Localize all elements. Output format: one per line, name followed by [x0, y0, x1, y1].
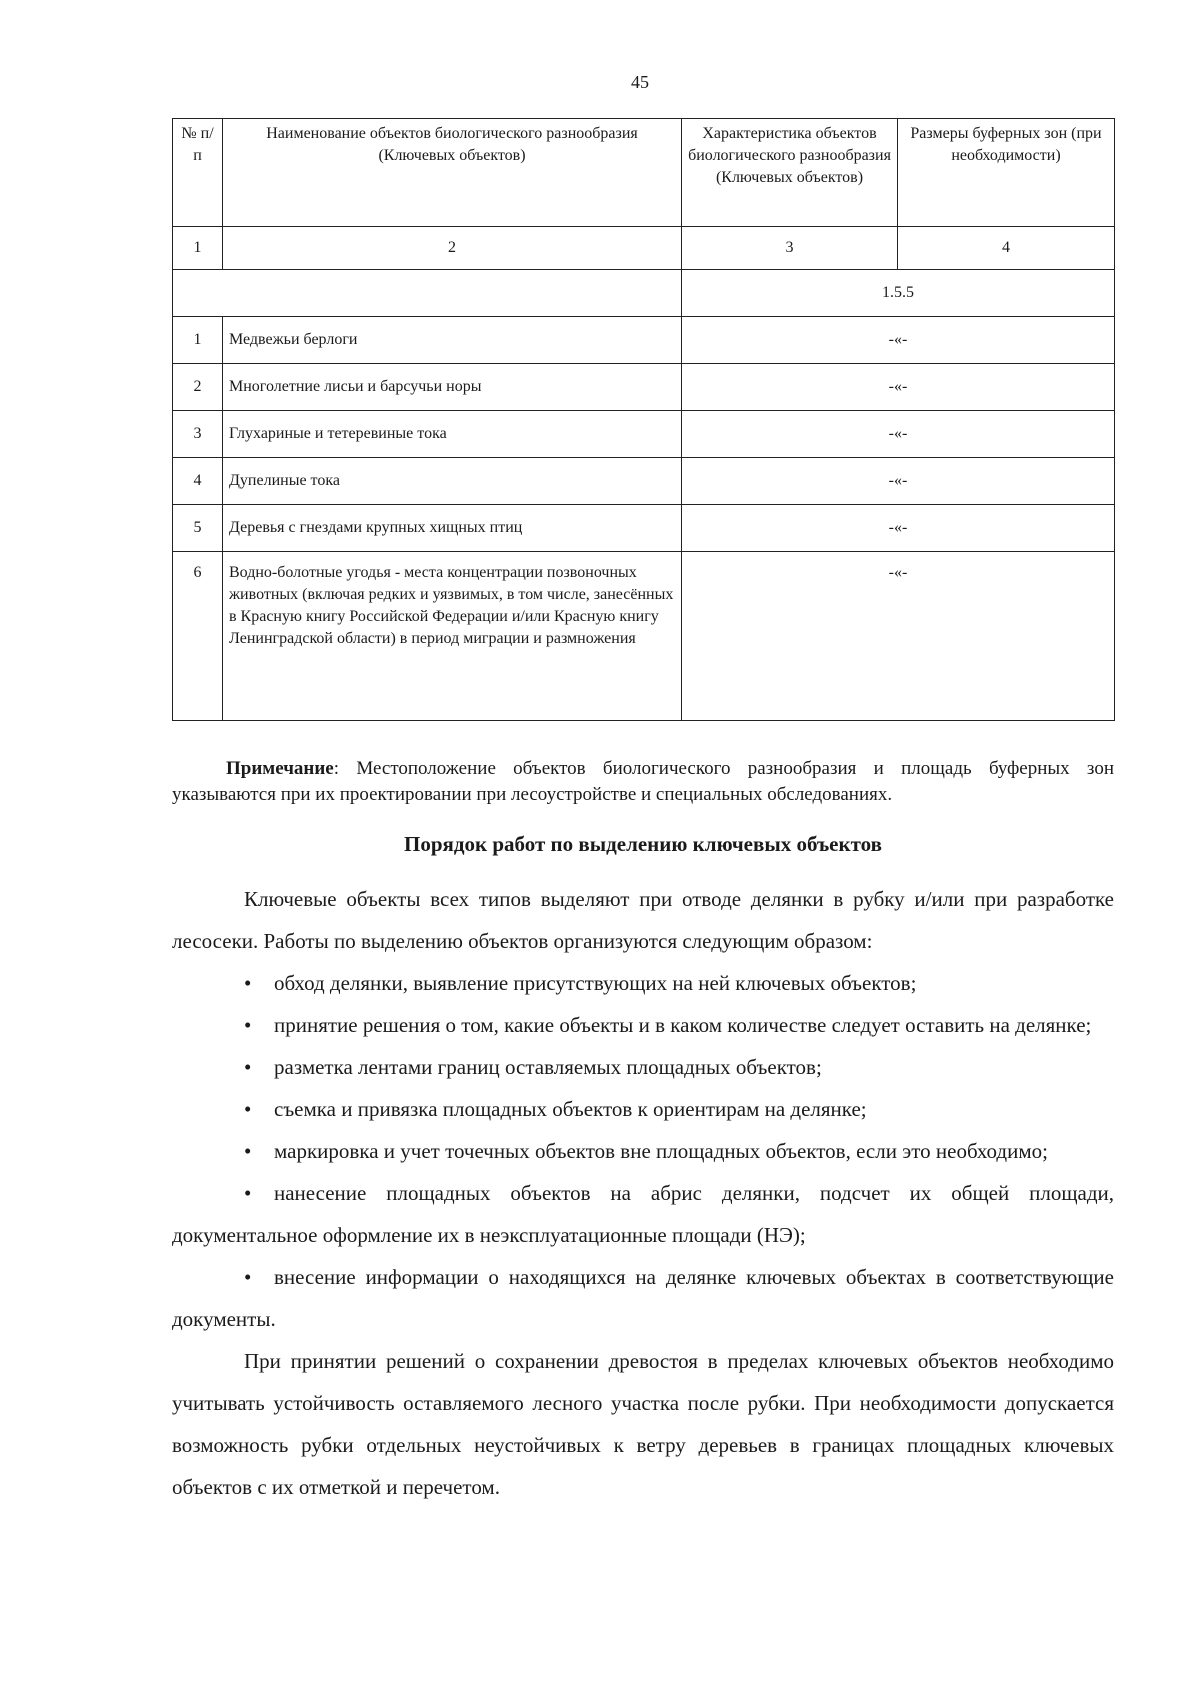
- column-number: 1: [173, 227, 223, 270]
- list-item-text: маркировка и учет точечных объектов вне площадных объектов, если это необходимо;: [274, 1139, 1048, 1163]
- bullet-icon: •: [244, 971, 252, 995]
- section-empty-cell: [173, 270, 682, 317]
- row-number: 2: [173, 364, 223, 411]
- list-item: [172, 1088, 1114, 1130]
- list-item-text: внесение информации о находящихся на делянке ключевых объектах в соответствующие документы.: [172, 1265, 1114, 1331]
- row-value: -«-: [682, 317, 1115, 364]
- row-name: Дупелиные тока: [223, 458, 682, 505]
- header-buffer-size: Размеры буферных зон (при необходимости): [898, 119, 1115, 227]
- biodiversity-objects-table: [172, 118, 1115, 721]
- row-value: -«-: [682, 552, 1115, 721]
- page-number: 45: [631, 72, 649, 92]
- row-name: Деревья с гнездами крупных хищных птиц: [223, 505, 682, 552]
- list-item: [172, 1130, 1114, 1172]
- row-value: -«-: [682, 364, 1115, 411]
- row-number: 6: [173, 552, 223, 721]
- list-item-text: обход делянки, выявление присутствующих на ней ключевых объектов;: [274, 971, 917, 995]
- table-row: [173, 505, 1115, 552]
- row-name: Многолетние лисьи и барсучьи норы: [223, 364, 682, 411]
- note-text: : Местоположение объектов биологического разнообразия и площадь буферных зон указываются при их проектировании при лесоустройстве и специальных обследованиях.: [172, 758, 1114, 805]
- row-name: Глухариные и тетеревиные тока: [223, 411, 682, 458]
- column-number: 4: [898, 227, 1115, 270]
- row-name: Медвежьи берлоги: [223, 317, 682, 364]
- row-number: 3: [173, 411, 223, 458]
- header-characteristic: Характеристика объектов биологического разнообразия (Ключевых объектов): [682, 119, 898, 227]
- section-reference: 1.5.5: [682, 270, 1115, 317]
- column-numbers-row: [173, 227, 1115, 270]
- row-value: -«-: [682, 411, 1115, 458]
- table-row: [173, 458, 1115, 505]
- list-item: [172, 1256, 1114, 1340]
- row-number: 1: [173, 317, 223, 364]
- intro-paragraph: Ключевые объекты всех типов выделяют при отводе делянки в рубку и/или при разработке лесосеки. Работы по выделению объектов организуются следующим образом:: [172, 887, 1114, 953]
- row-value: -«-: [682, 458, 1115, 505]
- column-number: 3: [682, 227, 898, 270]
- row-number: 4: [173, 458, 223, 505]
- closing-paragraph: При принятии решений о сохранении древостоя в пределах ключевых объектов необходимо учитывать устойчивость оставляемого лесного участка после рубки. При необходимости допускается возможность рубки отдельных неустойчивых к ветру деревьев в границах площадных ключевых объектов с их отметкой и перечетом.: [172, 1349, 1114, 1499]
- bullet-icon: •: [244, 1013, 252, 1037]
- list-item-text: съемка и привязка площадных объектов к ориентирам на делянке;: [274, 1097, 867, 1121]
- column-number: 2: [223, 227, 682, 270]
- header-name: Наименование объектов биологического разнообразия (Ключевых объектов): [223, 119, 682, 227]
- table-row: [173, 364, 1115, 411]
- bullet-icon: •: [244, 1139, 252, 1163]
- section-row: [173, 270, 1115, 317]
- row-value: -«-: [682, 505, 1115, 552]
- list-item-text: принятие решения о том, какие объекты и в каком количестве следует оставить на делянке;: [274, 1013, 1092, 1037]
- body-text: [172, 878, 1114, 1508]
- table-row: [173, 411, 1115, 458]
- list-item: [172, 1172, 1114, 1256]
- table-row: [173, 317, 1115, 364]
- list-item: [172, 1046, 1114, 1088]
- list-item-text: нанесение площадных объектов на абрис делянки, подсчет их общей площади, документальное оформление их в неэксплуатационные площади (НЭ);: [172, 1181, 1114, 1247]
- row-name: Водно-болотные угодья - места концентрации позвоночных животных (включая редких и уязвимых, в том числе, занесённых в Красную книгу Российской Федерации и/или Красную книгу Ленинградской области) в период миграции и размножения: [223, 552, 682, 721]
- table-note: [172, 756, 1114, 808]
- bullet-icon: •: [244, 1265, 252, 1289]
- bullet-icon: •: [244, 1097, 252, 1121]
- list-item: [172, 1004, 1114, 1046]
- header-number: № п/п: [173, 119, 223, 227]
- list-item-text: разметка лентами границ оставляемых площадных объектов;: [274, 1055, 822, 1079]
- table-header-row: [173, 119, 1115, 227]
- bullet-icon: •: [244, 1181, 252, 1205]
- note-label: Примечание: [226, 758, 334, 779]
- row-number: 5: [173, 505, 223, 552]
- bullet-icon: •: [244, 1055, 252, 1079]
- section-heading: Порядок работ по выделению ключевых объектов: [404, 832, 882, 856]
- procedure-list: [172, 962, 1114, 1340]
- table-row: [173, 552, 1115, 721]
- list-item: [172, 962, 1114, 1004]
